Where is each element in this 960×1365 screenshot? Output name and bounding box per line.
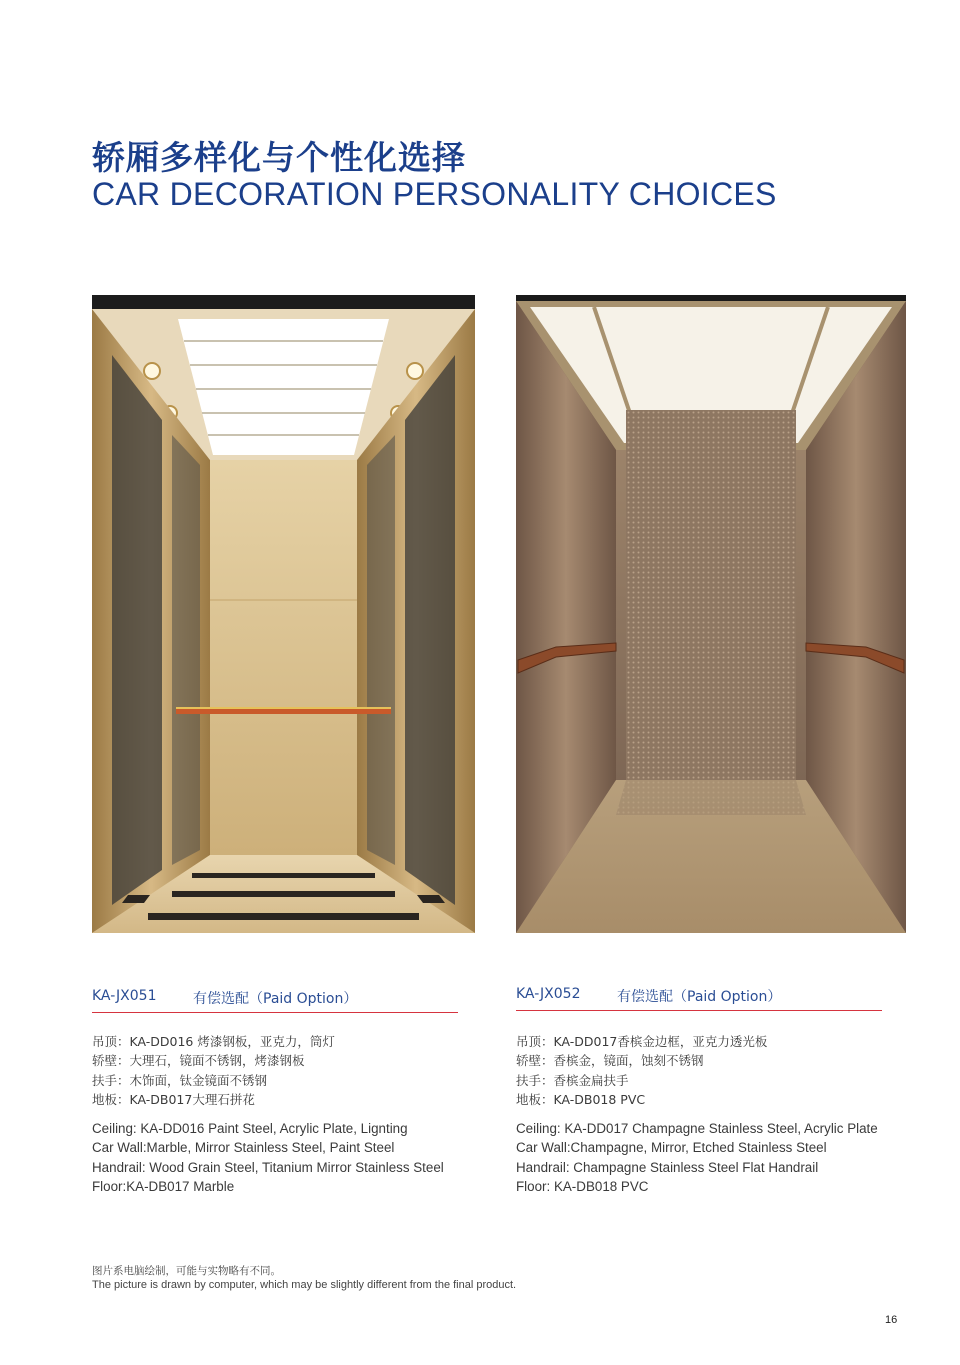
spec-line: Floor:KA-DB017 Marble [92,1178,235,1194]
spec-line: Ceiling: KA-DD016 Paint Steel, Acrylic Plate, Lignting [92,1121,408,1136]
spec-line: 扶手：木饰面，钛金镜面不锈钢 [92,1072,268,1088]
elevator-image-ka-jx051 [92,295,475,933]
spec-line: 地板：KA-DB018 PVC [516,1091,646,1107]
disclaimer-cn: 图片系电脑绘制，可能与实物略有不同。 [92,1265,281,1277]
specs-en-ka-jx051 [92,1119,444,1196]
specs-cn-ka-jx052 [516,1032,767,1109]
spec-line: 吊顶：KA-DD017香槟金边框，亚克力透光板 [516,1034,768,1049]
disclaimer-en: The picture is drawn by computer, which may be slightly different from the final product. [92,1279,517,1291]
caption-ka-jx052 [516,980,882,1011]
specs-en-ka-jx052 [516,1119,878,1196]
model-code: KA-JX051 [92,988,157,1004]
paid-option-label: 有偿选配（Paid Option） [617,989,782,1005]
page-title-en: CAR DECORATION PERSONALITY CHOICES [92,176,777,212]
caption-ka-jx051 [92,982,458,1013]
spec-line: Car Wall:Marble, Mirror Stainless Steel, Paint Steel [92,1140,395,1156]
spec-line: Ceiling: KA-DD017 Champagne Stainless Steel, Acrylic Plate [516,1121,878,1136]
page-number: 16 [885,1314,898,1326]
spec-line: Handrail: Champagne Stainless Steel Flat Handrail [516,1159,819,1175]
spec-line: 轿壁：大理石，镜面不锈钢，烤漆钢板 [92,1053,305,1069]
spec-line: 轿壁：香槟金，镜面，蚀刻不锈钢 [516,1053,704,1069]
elevator-image-ka-jx052 [516,295,906,933]
spec-line: Car Wall:Champagne, Mirror, Etched Stainless Steel [516,1140,827,1156]
spec-line: Floor: KA-DB018 PVC [516,1178,649,1194]
spec-line: 吊顶：KA-DD016 烤漆钢板，亚克力，筒灯 [92,1034,335,1049]
model-code: KA-JX052 [516,986,581,1002]
page-title-cn: 轿厢多样化与个性化选择 [92,138,466,177]
specs-cn-ka-jx051 [92,1032,335,1109]
spec-line: 地板：KA-DB017大理石拼花 [92,1091,255,1107]
paid-option-label: 有偿选配（Paid Option） [193,991,358,1007]
spec-line: 扶手：香槟金扁扶手 [516,1072,629,1088]
disclaimer-note [92,1264,516,1292]
spec-line: Handrail: Wood Grain Steel, Titanium Mirror Stainless Steel [92,1159,444,1175]
